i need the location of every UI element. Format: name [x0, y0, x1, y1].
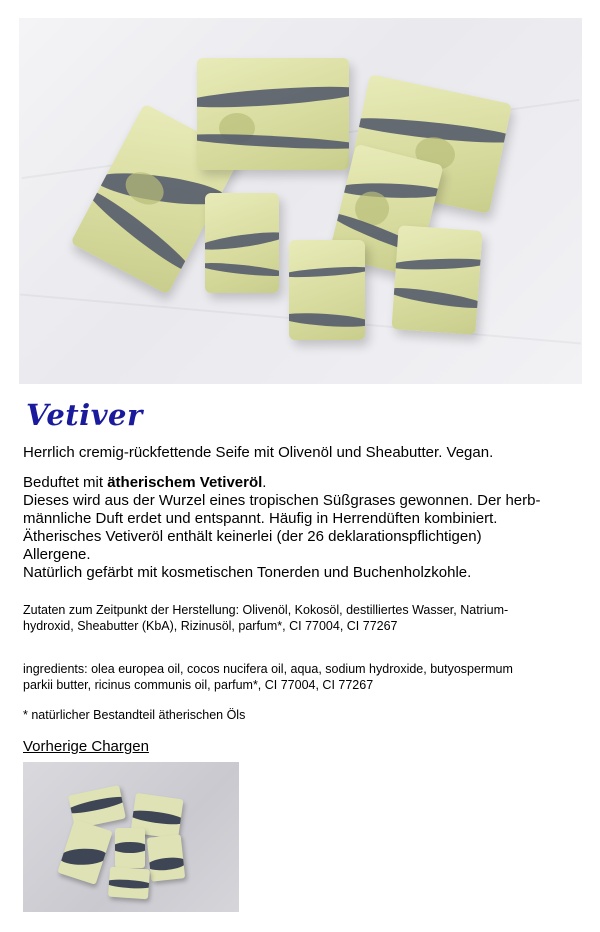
soap-bar [197, 58, 349, 170]
product-description [23, 474, 578, 582]
ingredients-german: Zutaten zum Zeitpunkt der Herstellung: Olivenöl, Kokosöl, destilliertes Wasser, Natrium- hydroxid, Sheabutter (KbA), Rizinusöl, parfum*, CI 77004, CI 77267 [23, 603, 509, 633]
soap-bar [205, 193, 279, 293]
soap-bar [147, 834, 185, 881]
previous-batches-link[interactable]: Vorherige Chargen [23, 738, 149, 755]
product-title: Vetiver [26, 398, 143, 432]
description-line: männliche Duft erdet und entspannt. Häufig in Herrendüften kombiniert. [23, 510, 498, 527]
scent-highlight: ätherischem Vetiveröl [107, 474, 263, 491]
soap-bar [391, 225, 482, 335]
description-line: Ätherisches Vetiveröl enthält keinerlei (der 26 deklarationspflichtigen) [23, 528, 482, 545]
soap-bar [115, 828, 145, 868]
footnote: * natürlicher Bestandteil ätherischen Öls [23, 708, 246, 722]
product-intro: Herrlich cremig-rückfettende Seife mit Olivenöl und Sheabutter. Vegan. [23, 444, 494, 461]
description-line: Allergene. [23, 546, 91, 563]
soap-bar [289, 240, 365, 340]
soap-bar [108, 867, 150, 900]
previous-batches-photo[interactable] [23, 762, 239, 912]
soap-bar [57, 819, 112, 885]
description-line: Natürlich gefärbt mit kosmetischen Tonerden und Buchenholzkohle. [23, 564, 472, 581]
product-photo [19, 18, 582, 384]
ingredients-english: ingredients: olea europea oil, cocos nucifera oil, aqua, sodium hydroxide, butyospermum parkii butter, ricinus communis oil, parfum*, CI 77004, CI 77267 [23, 662, 513, 692]
scent-line: Beduftet mit ätherischem Vetiveröl. [23, 474, 267, 491]
description-line: Dieses wird aus der Wurzel eines tropischen Süßgrases gewonnen. Der herb- [23, 492, 541, 509]
